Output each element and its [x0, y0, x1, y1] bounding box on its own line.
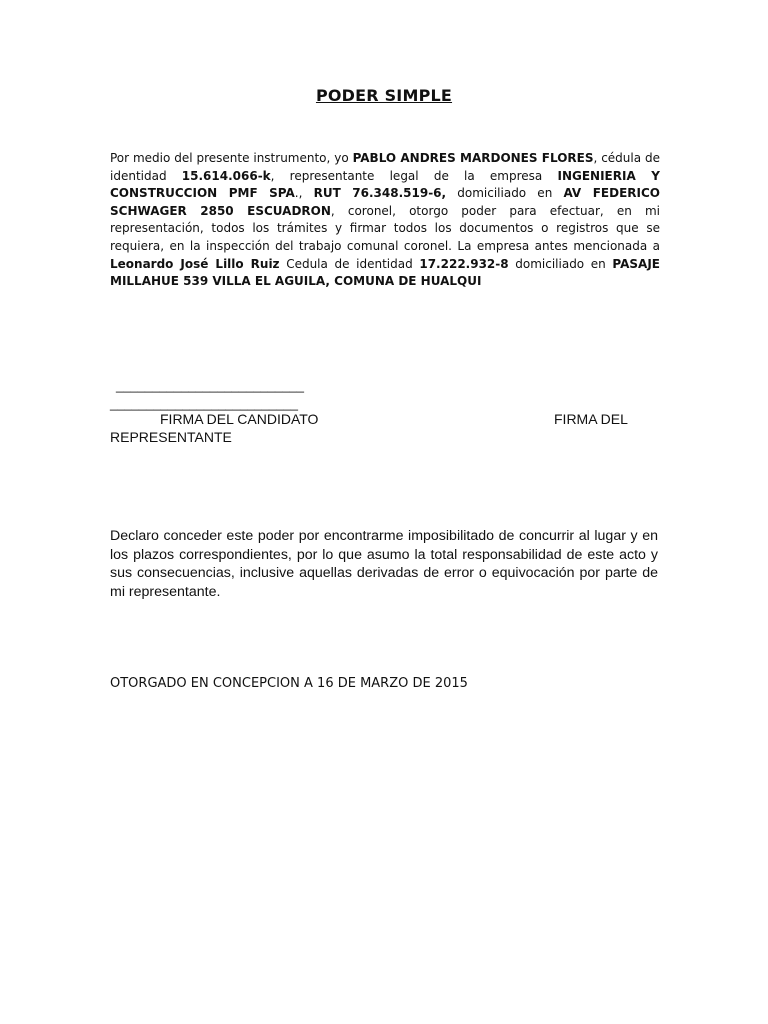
intro-bold-text: PASAJE MILLAHUE 539 VILLA EL AGUILA, COMUNA DE HUALQUI: [110, 256, 660, 289]
intro-text: Cedula de identidad: [279, 256, 420, 271]
document-title: PODER SIMPLE: [315, 86, 453, 105]
intro-bold-text: RUT 76.348.519-6,: [313, 186, 447, 201]
intro-text: domiciliado en: [508, 256, 613, 271]
candidate-signature-label: FIRMA DEL CANDIDATO: [160, 411, 319, 427]
intro-bold-text: 15.614.066-k: [181, 168, 271, 183]
intro-bold-text: 17.222.932-8: [419, 256, 509, 271]
intro-text: Por medio del presente instrumento, yo: [110, 151, 353, 165]
intro-text: , cédula de identidad: [110, 151, 660, 183]
intro-bold-text: INGENIERIA Y CONSTRUCCION PMF SPA: [110, 168, 660, 201]
representative-signature-label: FIRMA DEL: [554, 411, 628, 427]
intro-bold-text: PABLO ANDRES MARDONES FLORES: [352, 151, 594, 165]
intro-text: , coronel, otorgo poder para efectuar, en mi representación, todos los trámites y firmar todos los documentos o registros que se requiera, en la inspección del trabajo comunal coronel. La empresa antes mencionada a: [110, 203, 660, 253]
intro-text: domiciliado en: [446, 186, 564, 201]
intro-text: .,: [294, 186, 314, 201]
signature-line-top: __________________________: [116, 378, 304, 393]
intro-text: , representante legal de la empresa: [270, 168, 558, 183]
representative-signature-label-continued: REPRESENTANTE: [110, 429, 232, 445]
signature-line-bottom: __________________________: [110, 396, 298, 411]
intro-bold-text: Leonardo José Lillo Ruiz: [110, 256, 280, 271]
intro-paragraph: [110, 150, 660, 291]
intro-bold-text: AV FEDERICO SCHWAGER 2850 ESCUADRON: [110, 186, 660, 218]
declaration-paragraph: Declaro conceder este poder por encontrarme imposibilitado de concurrir al lugar y en los plazos correspondientes, por lo que asumo la total responsabilidad de este acto y sus consecuencias, inclusive aquellas derivadas de error o equivocación por parte de mi representante.: [110, 528, 658, 600]
granted-statement: OTORGADO EN CONCEPCION A 16 DE MARZO DE 2015: [110, 676, 468, 691]
